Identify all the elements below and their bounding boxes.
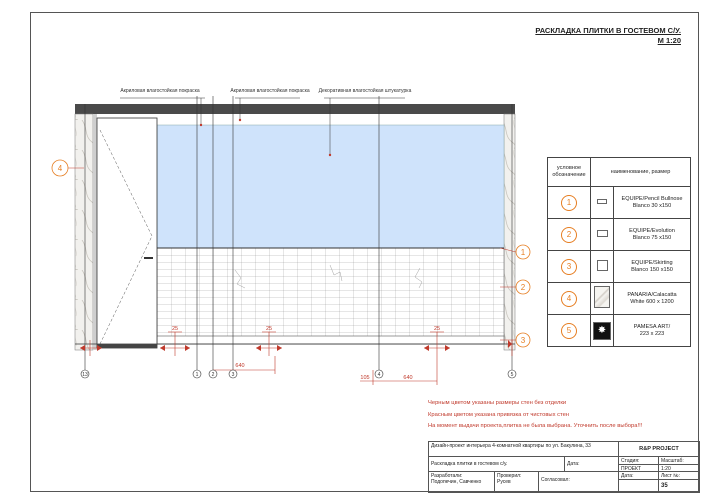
- legend-row: [548, 187, 691, 219]
- skirting-row: [157, 336, 504, 344]
- stamp-developers-names: Подопечин, Савченко: [431, 479, 482, 485]
- swatch-pencil-icon: [597, 199, 607, 204]
- stamp-agreed-label: Согласовал:: [539, 472, 619, 493]
- label-paint-1: Акриловая влагостойкая покраска: [120, 88, 200, 94]
- stamp-date2-value: [619, 480, 659, 493]
- legend-name-4b: White 600 x 1200: [630, 298, 674, 305]
- legend-row: [548, 283, 691, 315]
- axis-label-1: 1: [195, 372, 199, 378]
- swatch-skirting-icon: [597, 260, 608, 271]
- leader-dot-plaster: [329, 154, 331, 156]
- legend-row: [548, 315, 691, 347]
- stamp-developers-label: Разработали:: [431, 473, 463, 479]
- door-panel: [97, 118, 157, 348]
- swatch-evolution-icon: [597, 230, 608, 237]
- dim-25-b: 25: [265, 326, 273, 332]
- stamp-stage: ПРОЕКТ: [619, 465, 659, 472]
- legend-num-5: 5: [561, 323, 577, 339]
- marker-right-3: 3: [520, 336, 526, 345]
- label-paint-2: Акриловая влагостойкая покраска: [230, 88, 310, 94]
- marker-right-1: 1: [520, 248, 526, 257]
- marble-wall-right: [504, 114, 515, 350]
- legend-name-5a: PAMESA ART/: [633, 323, 671, 330]
- stamp-sheet-name: Раскладка плитки в гостевом с/у.: [429, 457, 565, 472]
- stamp-checked-name: Русев: [497, 479, 511, 485]
- marker-left-4: 4: [57, 164, 63, 173]
- legend-name-1b: Blanco 30 x150: [632, 202, 672, 209]
- ceiling-slab: [75, 104, 515, 114]
- legend-name-1a: EQUIPE/Pencil Bullnose: [621, 195, 683, 202]
- painted-wall-upper: [157, 125, 504, 248]
- axis-label-5: 5: [510, 372, 514, 378]
- stamp-stage-label: Стадия:: [619, 457, 659, 465]
- legend-num-3: 3: [561, 259, 577, 275]
- stamp-developers: [429, 472, 495, 493]
- stamp-checked: [495, 472, 539, 493]
- axis-bubbles: [81, 370, 516, 378]
- legend-num-2: 2: [561, 227, 577, 243]
- legend-header-symbol: условное обозначение: [548, 158, 591, 187]
- dim-640-b: 640: [403, 375, 413, 381]
- door-handle: [144, 257, 153, 259]
- swatch-art-tile-icon: ✸: [593, 322, 611, 340]
- axis-label-2: 2: [211, 372, 215, 378]
- legend-name-5b: 223 x 223: [639, 330, 665, 337]
- note-1: Черным цветом указаны размеры стен без отделки: [428, 400, 567, 406]
- legend-row: [548, 251, 691, 283]
- title-block: [428, 441, 700, 493]
- tile-field: [157, 248, 504, 344]
- stamp-scale-label: Масштаб:: [659, 457, 700, 465]
- title-line-1: РАСКЛАДКА ПЛИТКИ В ГОСТЕВОМ С/У.: [535, 26, 681, 35]
- swatch-marble-icon: [594, 286, 610, 308]
- axis-label-4: 4: [377, 372, 381, 378]
- stamp-date2-label: Дата:: [619, 472, 659, 480]
- axis-label-13: 13: [82, 372, 88, 378]
- stamp-date-label: Дата:: [565, 457, 619, 472]
- dim-25-a: 25: [171, 326, 179, 332]
- left-wall-edge: [93, 114, 97, 350]
- dim-640-a: 640: [235, 363, 245, 369]
- tile-legend-table: [547, 157, 691, 347]
- leader-dot-paint1: [200, 124, 202, 126]
- note-3: На момент выдачи проекта,плитка не была выбрана. Уточнить после выбора!!!: [428, 423, 643, 429]
- threshold: [97, 344, 157, 348]
- legend-row: [548, 219, 691, 251]
- legend-name-4a: PANARIA/Calacatta: [627, 291, 677, 298]
- stamp-scale: 1:20: [659, 465, 700, 472]
- marble-wall-left: [75, 114, 93, 350]
- legend-header-row: [548, 158, 691, 187]
- stamp-sheet-no: 35: [659, 480, 700, 493]
- note-2: Красным цветом указана привязка от чистовых стен: [428, 411, 570, 418]
- legend-name-3a: EQUIPE/Skirting: [631, 259, 673, 266]
- stamp-sheet-no-label: Лист №:: [659, 472, 700, 480]
- axis-label-3: 3: [231, 372, 235, 378]
- legend-name-2a: EQUIPE/Evolution: [629, 227, 675, 234]
- marker-right-2: 2: [520, 283, 526, 292]
- title-line-2: М 1:20: [657, 36, 681, 45]
- legend-header-name: наименование, размер: [591, 158, 691, 187]
- label-plaster: Декоративная влагостойкая штукатурка: [318, 88, 412, 94]
- stamp-project: Дизайн-проект интерьера 4-комнатной квартиры по ул. Бакулина, 33: [429, 442, 619, 457]
- leader-dot-paint2: [239, 119, 241, 121]
- legend-num-4: 4: [561, 291, 577, 307]
- dim-25-c: 25: [433, 326, 441, 332]
- stamp-company: R&P PROJECT: [619, 442, 700, 457]
- stamp-checked-label: Проверил:: [497, 473, 522, 479]
- dim-105: 105: [360, 375, 370, 381]
- legend-num-1: 1: [561, 195, 577, 211]
- legend-name-3b: Blanco 150 x150: [631, 266, 673, 273]
- drawing-notes: [428, 398, 642, 433]
- legend-name-2b: Blanco 75 x150: [632, 234, 672, 241]
